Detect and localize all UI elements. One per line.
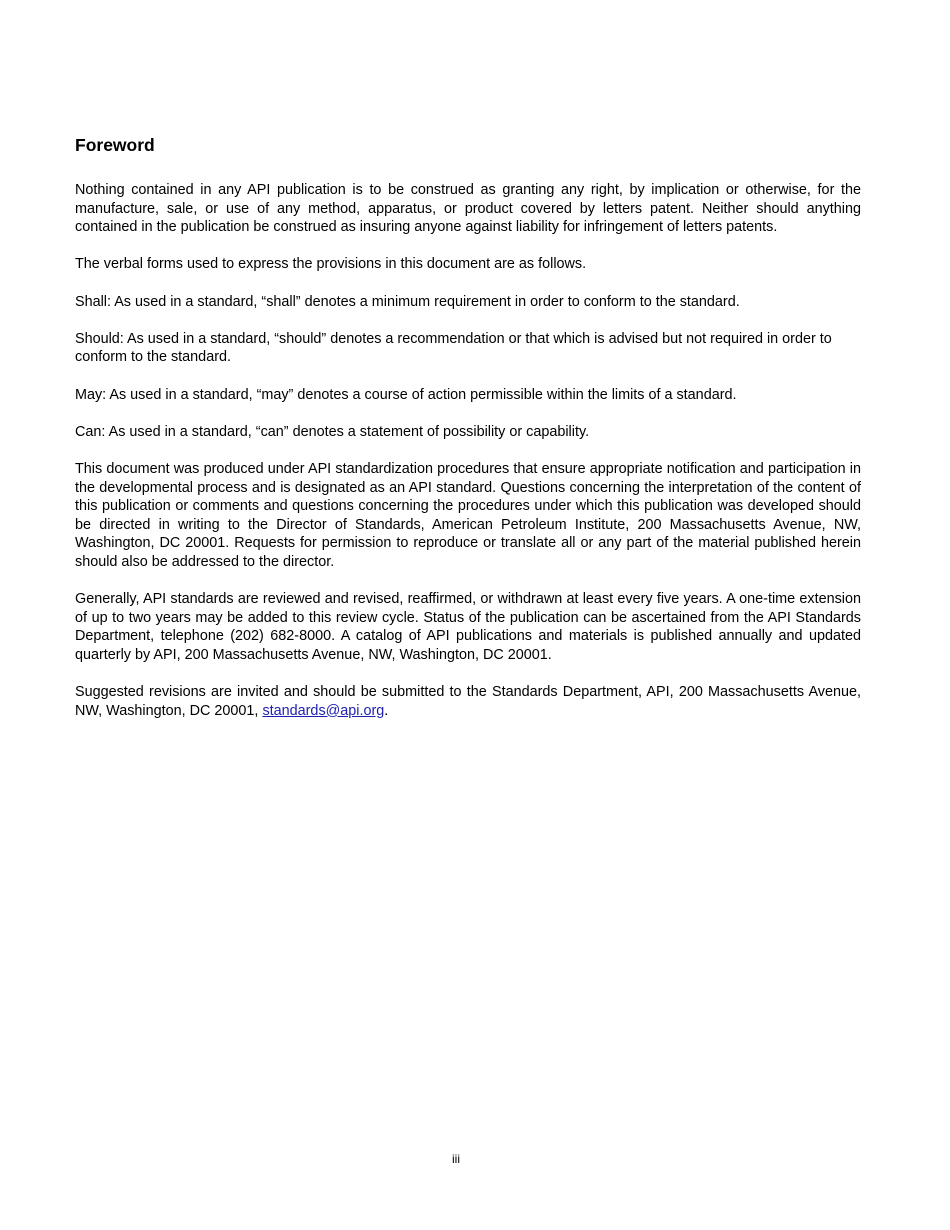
paragraph-standardization-procedures: This document was produced under API standardization procedures that ensure appropriate notification and participation in the developmental process and is designated as an API standard. Questions concerning the interpretation of the content of this publication or comments and questions concerning the procedures under which this publication was developed should be directed in writing to the Director of Standards, American Petroleum Institute, 200 Massachusetts Avenue, NW, Washington, DC 20001. Requests for permission to reproduce or translate all or any part of the material published herein should also be addressed to the director. bbox=[75, 460, 861, 570]
paragraph-shall: Shall: As used in a standard, “shall” denotes a minimum requirement in order to conform to the standard. bbox=[75, 293, 740, 310]
page-number: iii bbox=[452, 1152, 460, 1166]
paragraph-patent-disclaimer: Nothing contained in any API publication is to be construed as granting any right, by implication or otherwise, for the manufacture, sale, or use of any method, apparatus, or product covered by letters patent. Neither should anything contained in the publication be construed as insuring anyone against liability for infringement of letters patents. bbox=[75, 182, 861, 236]
paragraph-should: Should: As used in a standard, “should” denotes a recommendation or that which is advised but not required in order to conform to the standard. bbox=[75, 330, 832, 366]
suggested-revisions-end: . bbox=[384, 702, 389, 719]
paragraph-suggested-revisions bbox=[75, 683, 861, 720]
paragraph-may: May: As used in a standard, “may” denotes a course of action permissible within the limits of a standard. bbox=[75, 386, 737, 403]
paragraph-can: Can: As used in a standard, “can” denotes a statement of possibility or capability. bbox=[75, 423, 590, 440]
suggested-revisions-text: Suggested revisions are invited and should be submitted to the Standards Department, API, 200 Massachusetts Avenue, NW, Washington, DC 20001, bbox=[75, 684, 861, 719]
standards-email-link[interactable]: standards@api.org bbox=[262, 702, 385, 719]
foreword-section bbox=[75, 134, 861, 739]
paragraph-review-cycle: Generally, API standards are reviewed and revised, reaffirmed, or withdrawn at least every five years. A one-time extension of up to two years may be added to this review cycle. Status of the publication can be ascertained from the API Standards Department, telephone (202) 682-8000. A catalog of API publications and materials is published annually and updated quarterly by API, 200 Massachusetts Avenue, NW, Washington, DC 20001. bbox=[75, 591, 861, 663]
paragraph-verbal-forms: The verbal forms used to express the provisions in this document are as follows. bbox=[75, 256, 587, 273]
page-title: Foreword bbox=[75, 135, 155, 155]
